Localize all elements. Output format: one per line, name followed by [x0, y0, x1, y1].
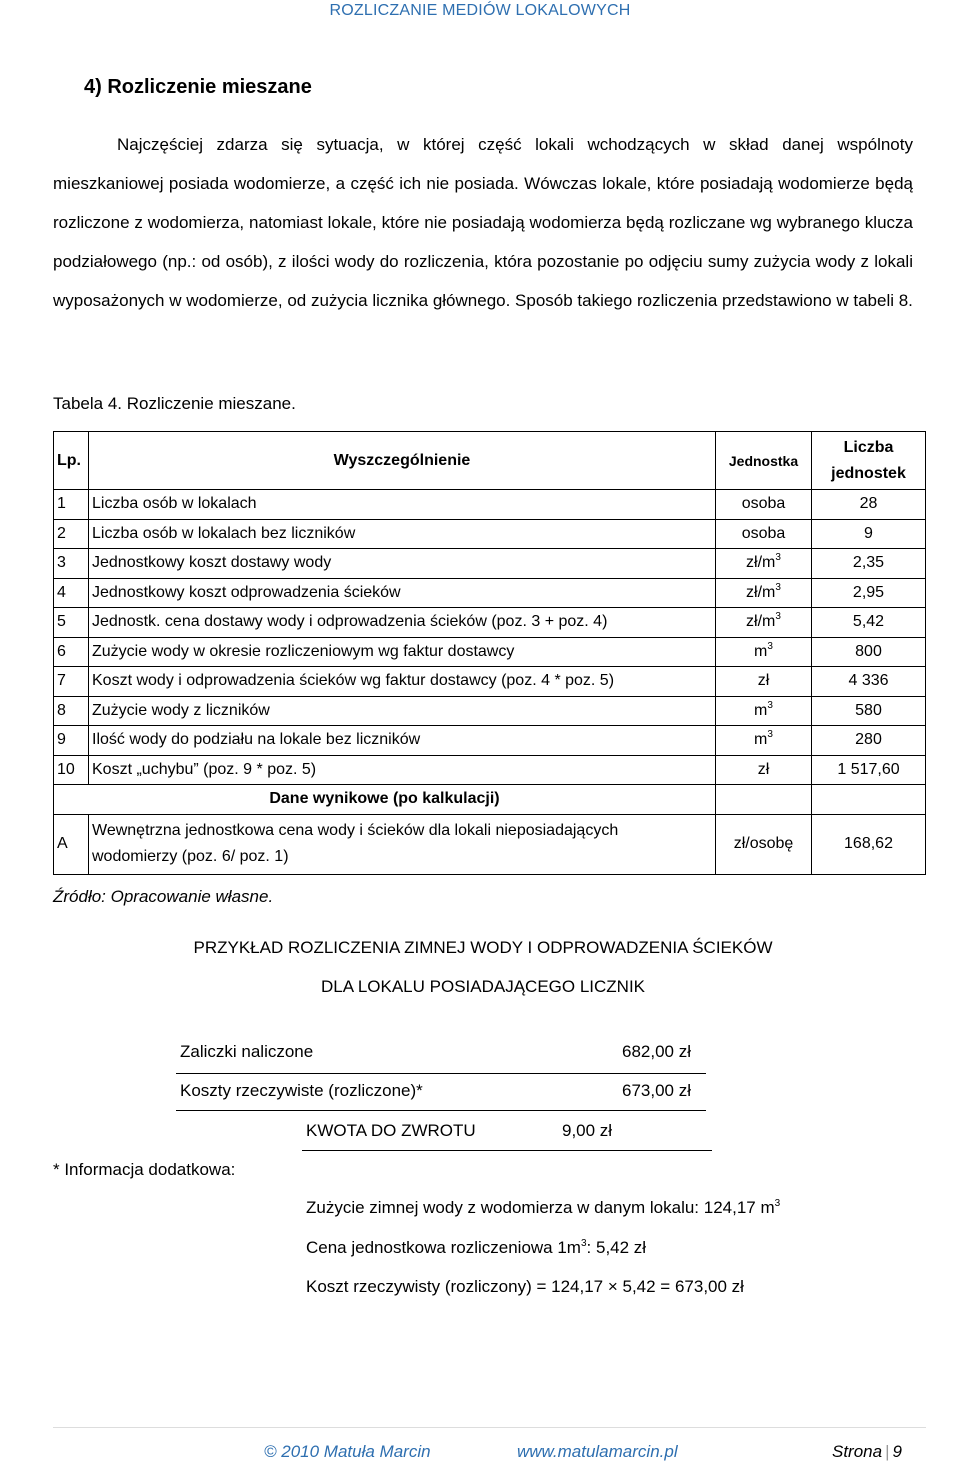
row-lp-text: 5: [57, 613, 66, 631]
row-unit: [716, 578, 812, 608]
row-unit-sup: 3: [767, 640, 773, 652]
row-unit-text: osoba: [741, 495, 786, 513]
table-header-row: [54, 432, 926, 490]
usage-line: [306, 1198, 780, 1218]
row-description: [89, 667, 716, 697]
row-value-text: 800: [855, 642, 882, 660]
row-value-text: 4 336: [848, 672, 889, 690]
row-description: [89, 755, 716, 785]
row-lp: [54, 578, 89, 608]
row-description: [89, 549, 716, 579]
row-lp-text: 1: [57, 495, 66, 513]
row-description-text: Koszt wody i odprowadzenia ścieków wg faktur dostawcy (poz. 4 * poz. 5): [92, 672, 615, 690]
table-row: [54, 490, 926, 520]
row-unit: [716, 755, 812, 785]
page-separator: |: [885, 1442, 890, 1461]
row-lp: [54, 755, 89, 785]
actual-costs-value: 673,00 zł: [622, 1081, 691, 1100]
additional-info-label: * Informacja dodatkowa:: [53, 1160, 236, 1179]
row-description-text: Jednostk. cena dostawy wody i odprowadzenia ścieków (poz. 3 + poz. 4): [92, 613, 608, 631]
row-description: [89, 490, 716, 520]
row-description: [89, 637, 716, 667]
table-row: [54, 696, 926, 726]
row-unit-text: zł/m: [746, 613, 776, 631]
footer-page-number: [832, 1442, 902, 1462]
table-row: [54, 608, 926, 638]
row-value: [812, 755, 926, 785]
row-unit: [716, 608, 812, 638]
row-description-text: Zużycie wody w okresie rozliczeniowym wg faktur dostawcy: [92, 642, 515, 660]
row-unit-sup: 3: [767, 729, 773, 741]
refund-underline: [302, 1150, 712, 1151]
actual-costs-underline: [176, 1110, 706, 1111]
row-value: [812, 726, 926, 756]
row-unit-text: m: [754, 701, 768, 719]
row-description-text: Ilość wody do podziału na lokale bez liczników: [92, 731, 421, 749]
advances-underline: [176, 1073, 706, 1074]
row-value-text: 580: [855, 701, 882, 719]
row-value: [812, 490, 926, 520]
example-title-line1: PRZYKŁAD ROZLICZENIA ZIMNEJ WODY I ODPROWADZENIA ŚCIEKÓW: [193, 938, 773, 957]
row-lp-text: 9: [57, 731, 66, 749]
result-description-line2: wodomierzy (poz. 6/ poz. 1): [92, 848, 289, 865]
refund-value: 9,00 zł: [562, 1121, 613, 1140]
row-unit-text: m: [754, 642, 768, 660]
result-row: [54, 814, 926, 874]
results-heading: Dane wynikowe (po kalkulacji): [54, 785, 716, 815]
row-lp: [54, 696, 89, 726]
page-label: Strona: [832, 1442, 883, 1461]
row-unit-text: zł: [757, 672, 770, 690]
row-unit: [716, 637, 812, 667]
row-value: [812, 637, 926, 667]
header-lp: Lp.: [54, 432, 89, 490]
header-unit: Jednostka: [716, 432, 812, 490]
usage-text: Zużycie zimnej wody z wodomierza w danym lokalu: 124,17 m: [306, 1198, 775, 1217]
advances-label: Zaliczki naliczone: [180, 1042, 314, 1061]
table-row: [54, 549, 926, 579]
row-unit-sup: 3: [775, 581, 781, 593]
row-lp-text: 2: [57, 524, 66, 542]
row-unit-sup: 3: [775, 552, 781, 564]
header-value-line2: jednostek: [831, 464, 906, 482]
table-row: [54, 519, 926, 549]
row-value-text: 280: [855, 731, 882, 749]
row-value-text: 5,42: [852, 613, 885, 631]
row-unit-text: osoba: [741, 524, 786, 542]
row-lp-text: 3: [57, 554, 66, 572]
row-unit: [716, 519, 812, 549]
result-lp: A: [54, 814, 89, 874]
row-lp: [54, 667, 89, 697]
row-lp-text: 8: [57, 701, 66, 719]
page-number: 9: [892, 1442, 902, 1461]
row-description: [89, 519, 716, 549]
usage-sup: 3: [774, 1198, 781, 1209]
advances-value: 682,00 zł: [622, 1042, 691, 1061]
table-row: [54, 726, 926, 756]
row-value-text: 2,35: [852, 554, 885, 572]
row-lp: [54, 637, 89, 667]
row-unit: [716, 726, 812, 756]
table-row: [54, 667, 926, 697]
row-description: [89, 726, 716, 756]
row-unit: [716, 549, 812, 579]
cost-line: Koszt rzeczywisty (rozliczony) = 124,17 × 5,42 = 673,00 zł: [306, 1277, 744, 1296]
row-lp-text: 4: [57, 583, 66, 601]
row-value-text: 28: [859, 495, 878, 513]
result-description-line1: Wewnętrzna jednostkowa cena wody i ścieków dla lokali nieposiadających: [92, 822, 619, 839]
table-body: [54, 490, 926, 785]
row-unit-text: zł/m: [746, 554, 776, 572]
row-lp-text: 10: [57, 760, 75, 778]
row-unit-text: m: [754, 731, 768, 749]
row-description-text: Jednostkowy koszt dostawy wody: [92, 554, 332, 572]
row-description-text: Koszt „uchybu” (poz. 9 * poz. 5): [92, 760, 317, 778]
row-unit-sup: 3: [775, 611, 781, 623]
row-description: [89, 696, 716, 726]
intro-paragraph: [53, 125, 913, 320]
row-description-text: Liczba osób w lokalach: [92, 495, 257, 513]
row-unit-text: zł: [757, 760, 770, 778]
row-lp-text: 6: [57, 642, 66, 660]
result-value: 168,62: [812, 814, 926, 874]
table-row: [54, 637, 926, 667]
section-heading: 4) Rozliczenie mieszane: [84, 76, 312, 98]
price-text-b: : 5,42 zł: [586, 1238, 647, 1257]
results-heading-value-cell: [812, 785, 926, 815]
row-lp-text: 7: [57, 672, 66, 690]
price-line: [306, 1238, 646, 1258]
running-header: ROZLICZANIE MEDIÓW LOKALOWYCH: [329, 2, 631, 19]
refund-label: KWOTA DO ZWROTU: [306, 1121, 476, 1140]
row-lp: [54, 549, 89, 579]
results-heading-unit-cell: [716, 785, 812, 815]
actual-costs-label: Koszty rzeczywiste (rozliczone)*: [180, 1081, 423, 1100]
result-unit: zł/osobę: [716, 814, 812, 874]
row-lp: [54, 490, 89, 520]
table-row: [54, 578, 926, 608]
row-lp: [54, 726, 89, 756]
result-description: [89, 814, 716, 874]
row-unit: [716, 490, 812, 520]
row-description-text: Liczba osób w lokalach bez liczników: [92, 524, 356, 542]
table-source: Źródło: Opracowanie własne.: [53, 887, 274, 906]
row-description: [89, 578, 716, 608]
row-description: [89, 608, 716, 638]
row-lp: [54, 519, 89, 549]
row-value: [812, 578, 926, 608]
table-row: [54, 755, 926, 785]
row-value: [812, 519, 926, 549]
header-value-line1: Liczba: [843, 438, 894, 456]
row-value: [812, 549, 926, 579]
row-value: [812, 608, 926, 638]
results-heading-row: [54, 785, 926, 815]
footer-divider: [53, 1427, 926, 1428]
header-description: Wyszczególnienie: [89, 432, 716, 490]
row-value-text: 2,95: [852, 583, 885, 601]
paragraph-text: Najczęściej zdarza się sytuacja, w której część lokali wchodzących w skład danej wspólnoty mieszkaniowej posiada wodomierze, a część ich nie posiada. Wówczas lokale, które posiadają wodomierze będą rozliczone z wodomierza, natomiast lokale, które nie posiadają wodomierza będą rozliczane wg wybranego klucza podziałowego (np.: od osób), z ilości wody do rozliczenia, która pozostanie po odjęciu sumy zużycia wody z lokali wyposażonych w wodomierze, od zużycia licznika głównego. Sposób takiego rozliczenia przedstawiono w tabeli 8.: [53, 135, 913, 310]
row-description-text: Jednostkowy koszt odprowadzenia ścieków: [92, 583, 401, 601]
row-lp: [54, 608, 89, 638]
example-title-line2: DLA LOKALU POSIADAJĄCEGO LICZNIK: [320, 977, 646, 996]
row-unit: [716, 696, 812, 726]
row-value-text: 1 517,60: [837, 760, 900, 778]
row-unit-sup: 3: [767, 699, 773, 711]
footer-website-link[interactable]: www.matulamarcin.pl: [517, 1442, 678, 1461]
row-unit-text: zł/m: [746, 583, 776, 601]
price-sup: 3: [580, 1238, 587, 1249]
row-value-text: 9: [864, 524, 873, 542]
row-value: [812, 667, 926, 697]
table-caption: Tabela 4. Rozliczenie mieszane.: [53, 394, 296, 413]
row-value: [812, 696, 926, 726]
row-unit: [716, 667, 812, 697]
price-text-a: Cena jednostkowa rozliczeniowa 1m: [306, 1238, 581, 1257]
header-value: [812, 432, 926, 490]
row-description-text: Zużycie wody z liczników: [92, 701, 270, 719]
footer-copyright: © 2010 Matuła Marcin: [264, 1442, 431, 1461]
settlement-table: [53, 431, 926, 875]
